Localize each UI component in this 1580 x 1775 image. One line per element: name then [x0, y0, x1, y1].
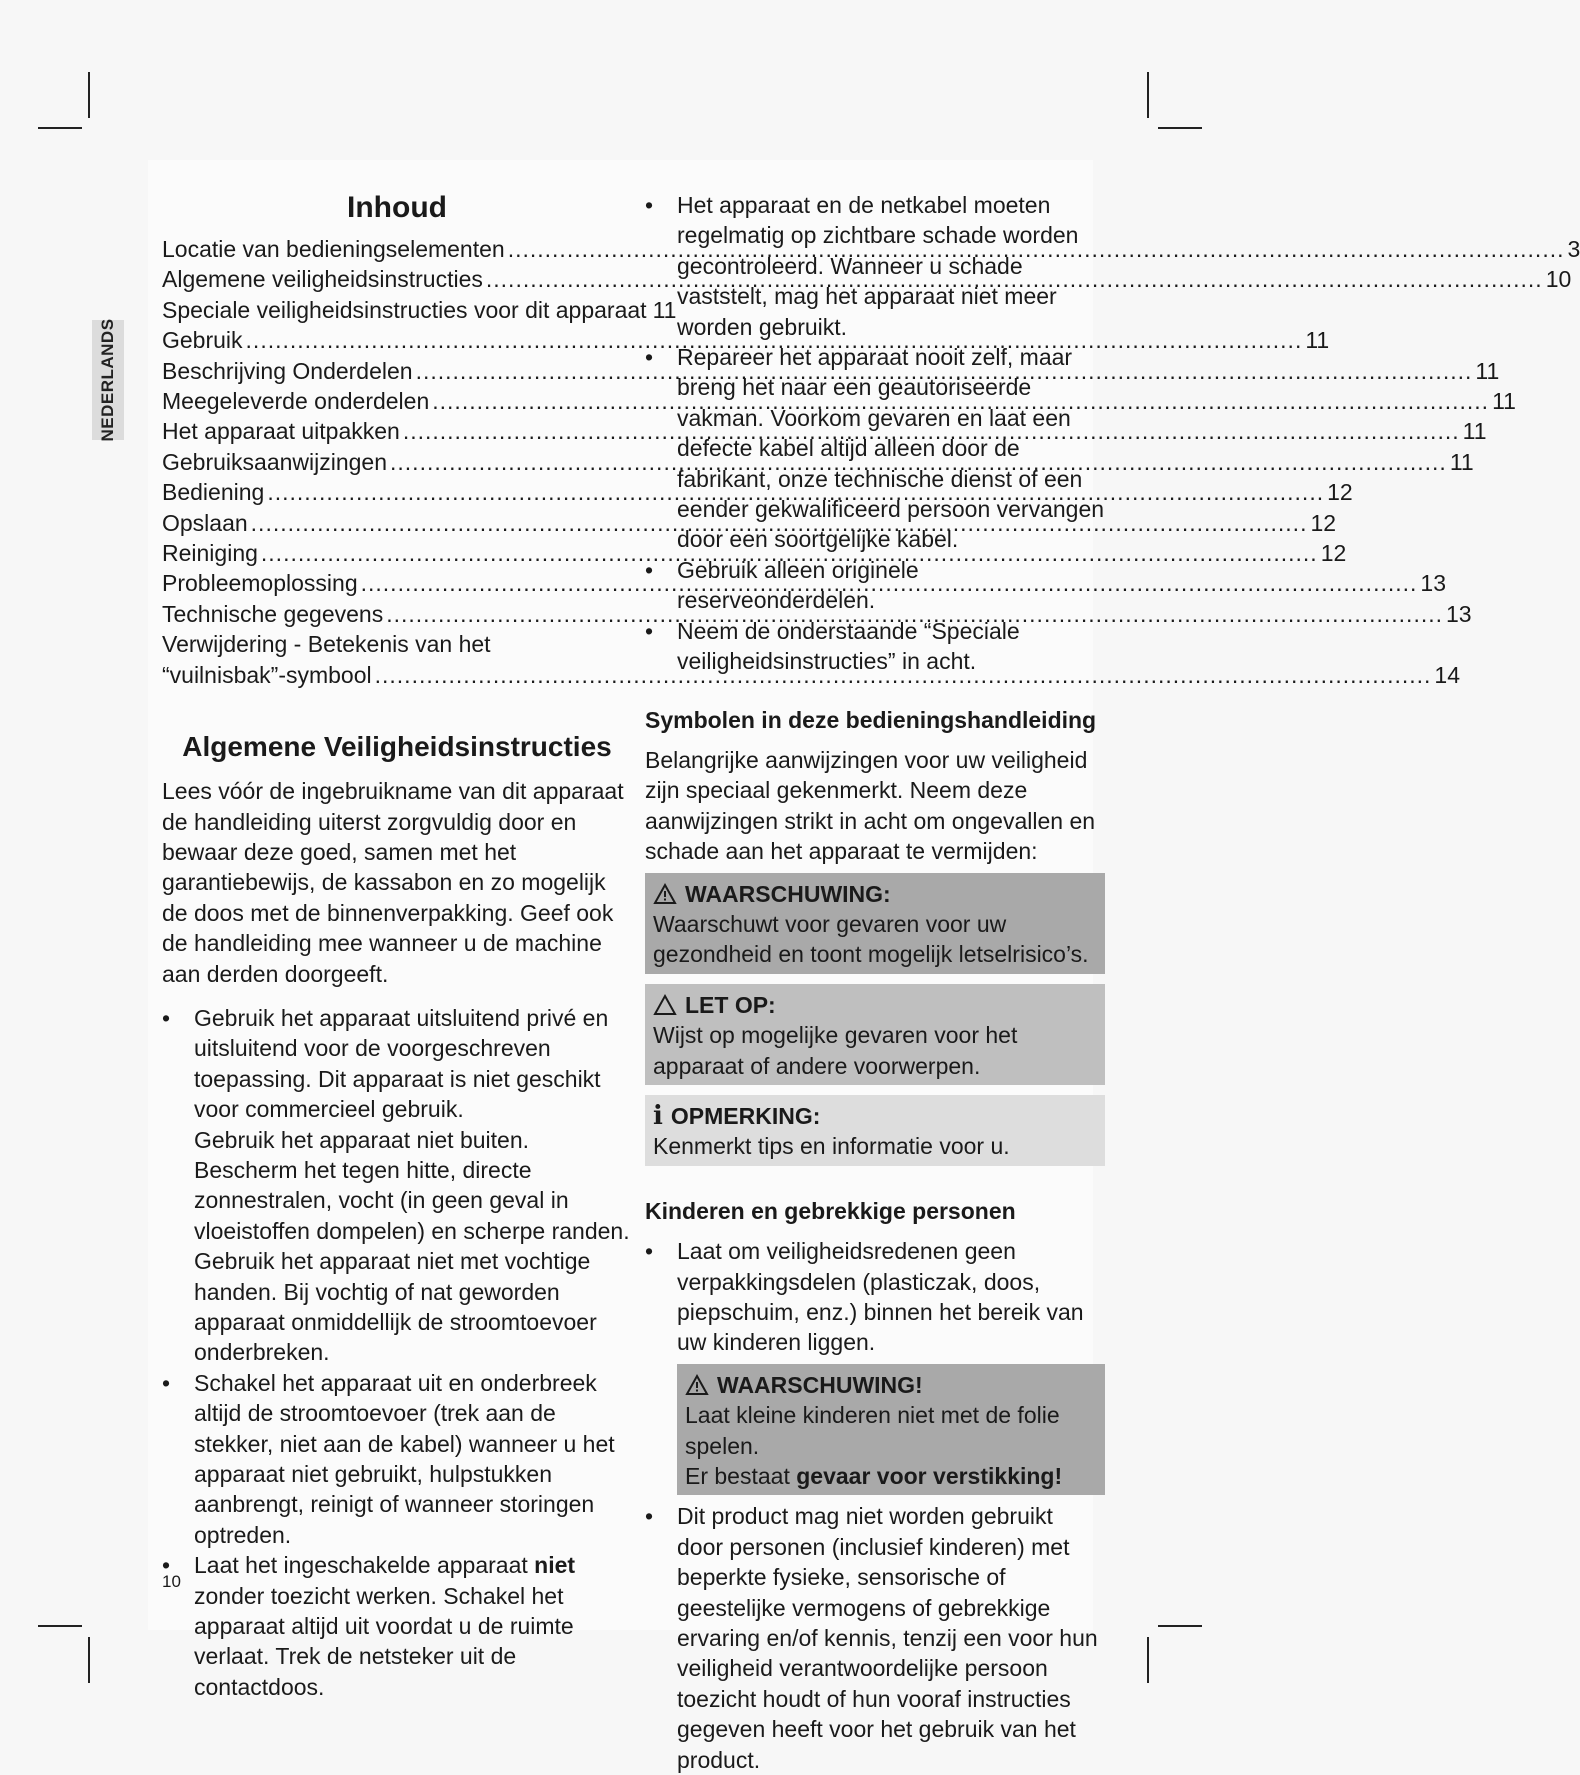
list-item [645, 555, 1105, 616]
list-item [162, 1368, 632, 1550]
warning-box [645, 873, 1105, 974]
list-item-text: Gebruik het apparaat uitsluitend privé en uitsluitend voor de voorgeschreven toepassing. Dit apparaat is niet geschikt voor commercieel gebruik. [194, 1003, 632, 1125]
language-tab [92, 320, 124, 440]
children-heading: Kinderen en gebrekkige personen [645, 1196, 1105, 1226]
bullet-icon: • [645, 190, 653, 220]
toc-entry-label: “vuilnisbak”-symbool [162, 660, 372, 690]
warning-title: WAARSCHUWING! [717, 1370, 923, 1400]
list-item-text: Het apparaat en de netkabel moeten regelmatig op zichtbare schade worden gecontroleerd. Wanneer u schade vaststelt, mag het apparaat niet meer worden gebruikt. [677, 190, 1105, 342]
toc-entry [162, 538, 632, 568]
list-item-text: Schakel het apparaat uit en onderbreek altijd de stroomtoevoer (trek aan de stekker, niet aan de kabel) wanneer u het apparaat niet gebruikt, hulpstukken aanbrengt, reinigt of wanneer storingen optreden. [194, 1368, 632, 1550]
list-item-text: Gebruik alleen originele reserveonderdelen. [677, 555, 1105, 616]
toc-entry-label: Reiniging [162, 538, 258, 568]
list-item-text [194, 1550, 632, 1702]
toc-entry-page: 14 [1434, 660, 1460, 690]
children-list [645, 1236, 1105, 1358]
caution-title: LET OP: [685, 990, 776, 1020]
crop-mark [1158, 127, 1202, 129]
list-item [162, 1003, 632, 1368]
toc-entry [162, 416, 632, 446]
toc-entry [162, 234, 632, 264]
toc-entry-label: Beschrijving Onderdelen [162, 356, 413, 386]
warning-triangle-icon [685, 1374, 709, 1396]
toc-entry-page: 11 [1475, 356, 1499, 386]
toc-list [162, 234, 632, 629]
list-item [162, 1550, 632, 1702]
toc-entry-page: 12 [1327, 477, 1353, 507]
toc-entry [162, 295, 632, 325]
toc-entry-page: 13 [1420, 568, 1446, 598]
toc-entry-label: Meegeleverde onderdelen [162, 386, 429, 416]
list-item [645, 190, 1105, 342]
list-item-text: Dit product mag niet worden gebruikt door personen (inclusief kinderen) met beperkte fysieke, sensorische of geestelijke vermogens of gebrekkige ervaring en/of kennis, tenzij een voor hun veiligheid verantwoordelijke persoon toezicht houdt of hun vooraf instructies gegeven heeft voor het gebruik van het product. [677, 1501, 1105, 1775]
toc-entry-page: 3 [1568, 234, 1580, 264]
bullet-icon: • [645, 342, 653, 372]
crop-mark [1147, 72, 1149, 118]
safety-list-continued [645, 190, 1105, 677]
toc-entry-label: Gebruiksaanwijzingen [162, 447, 387, 477]
note-box [645, 1095, 1105, 1166]
note-heading [653, 1101, 1097, 1131]
warning-triangle-icon [653, 883, 677, 905]
crop-mark [38, 1625, 82, 1627]
list-item [645, 1236, 1105, 1358]
warning-text [685, 1461, 1097, 1491]
toc-entry-label: Opslaan [162, 508, 248, 538]
crop-mark [38, 127, 82, 129]
page-number: 10 [162, 1572, 181, 1592]
toc-entry-label: Speciale veiligheidsinstructies voor dit apparaat [162, 295, 647, 325]
list-item [645, 342, 1105, 555]
left-column [162, 190, 632, 1702]
toc-entry-page: 12 [1321, 538, 1347, 568]
language-label: NEDERLANDS [98, 318, 118, 441]
list-item-text: Laat om veiligheidsredenen geen verpakkingsdelen (plasticzak, doos, piepschuim, enz.) binnen het bereik van uw kinderen liggen. [677, 1236, 1105, 1358]
toc-entry-label: Probleemoplossing [162, 568, 358, 598]
toc-entry [162, 356, 632, 386]
crop-mark [88, 72, 90, 118]
bullet-icon: • [645, 616, 653, 646]
safety-list [162, 1003, 632, 1702]
toc-entry [162, 508, 632, 538]
symbols-heading: Symbolen in deze bedieningshandleiding [645, 705, 1105, 735]
list-item [645, 1501, 1105, 1775]
toc-entry [162, 386, 632, 416]
right-column [645, 190, 1105, 1775]
toc-entry-label: Algemene veiligheidsinstructies [162, 264, 483, 294]
bullet-icon: • [645, 555, 653, 585]
list-item-text: Repareer het apparaat nooit zelf, maar breng het naar een geautoriseerde vakman. Voorkom gevaren en laat een defecte kabel altijd alleen door de fabrikant, onze technische dienst of een eender gekwalificeerd persoon vervangen door een soortgelijke kabel. [677, 342, 1105, 555]
bullet-icon: • [645, 1501, 653, 1531]
toc-entry [162, 599, 632, 629]
toc-entry-label: Verwijdering - Betekenis van het [162, 629, 632, 659]
bullet-icon: • [645, 1236, 653, 1266]
warning-title: WAARSCHUWING: [685, 879, 891, 909]
toc-entry-page: 11 [1492, 386, 1516, 416]
section-title: Algemene Veiligheidsinstructies [162, 730, 632, 764]
toc-entry [162, 264, 632, 294]
toc-entry-page: 11 [1463, 416, 1487, 446]
warning-heading [685, 1370, 1097, 1400]
toc-entry-page: 11 [653, 295, 677, 325]
symbols-intro: Belangrijke aanwijzingen voor uw veiligheid zijn speciaal gekenmerkt. Neem deze aanwijzingen strikt in acht om ongevallen en schade aan het apparaat te vermijden: [645, 745, 1105, 867]
toc-entry-page: 10 [1546, 264, 1572, 294]
warning-text: Laat kleine kinderen niet met de folie spelen. [685, 1400, 1097, 1461]
toc-entry-label: Bediening [162, 477, 264, 507]
warning-text: Waarschuwt voor gevaren voor uw gezondheid en toont mogelijk letselrisico’s. [653, 909, 1097, 970]
caution-heading [653, 990, 1097, 1020]
toc-entry [162, 660, 632, 690]
toc-entry-label: Het apparaat uitpakken [162, 416, 400, 446]
text-run: zonder toezicht werken. Schakel het apparaat altijd uit voordat u de ruimte verlaat. Trek de netsteker uit de contactdoos. [194, 1583, 574, 1700]
caution-box [645, 984, 1105, 1085]
toc-entry-page: 13 [1446, 599, 1472, 629]
toc-title: Inhoud [162, 190, 632, 226]
warning-heading [653, 879, 1097, 909]
toc-entry-page: 11 [1450, 447, 1474, 477]
toc-entry [162, 568, 632, 598]
toc-entry-label: Locatie van bedieningselementen [162, 234, 505, 264]
toc-entry [162, 477, 632, 507]
crop-mark [88, 1637, 90, 1683]
info-icon: i [653, 1101, 663, 1131]
children-list [645, 1501, 1105, 1775]
toc-entry [162, 447, 632, 477]
toc-entry-page: 11 [1305, 325, 1329, 355]
list-item-text: Gebruik het apparaat niet buiten. Bescherm het tegen hitte, directe zonnestralen, vocht (in geen geval in vloeistoffen dompelen) en scherpe randen. Gebruik het apparaat niet met vochtige handen. Bij vochtig of nat geworden apparaat onmiddellijk de stroomtoevoer onderbreken. [194, 1125, 632, 1368]
toc-entry-label: Gebruik [162, 325, 243, 355]
crop-mark [1158, 1625, 1202, 1627]
crop-mark [1147, 1637, 1149, 1683]
toc-entry-label: Technische gegevens [162, 599, 383, 629]
text-run: Laat het ingeschakelde apparaat [194, 1552, 534, 1578]
intro-paragraph: Lees vóór de ingebruikname van dit apparaat de handleiding uiterst zorgvuldig door en bewaar deze goed, samen met het garantiebewijs, de kassabon en zo mogelijk de doos met de binnenverpakking. Geef ook de handleiding mee wanneer u de machine aan derden doorgeeft. [162, 776, 632, 989]
caution-text: Wijst op mogelijke gevaren voor het apparaat of andere voorwerpen. [653, 1020, 1097, 1081]
emphasis-text: niet [534, 1552, 575, 1578]
bullet-icon: • [162, 1368, 170, 1398]
caution-triangle-icon [653, 994, 677, 1016]
text-run: Er bestaat [685, 1463, 796, 1489]
note-text: Kenmerkt tips en informatie voor u. [653, 1131, 1097, 1161]
emphasis-text: gevaar voor verstikking! [796, 1463, 1062, 1489]
toc-entry [162, 629, 632, 659]
note-title: OPMERKING: [671, 1101, 821, 1131]
toc-entry [162, 325, 632, 355]
bullet-icon: • [162, 1550, 170, 1580]
bullet-icon: • [162, 1003, 170, 1033]
list-item [645, 616, 1105, 677]
toc-entry-page: 12 [1310, 508, 1336, 538]
list-item-text: Neem de onderstaande “Speciale veiligheidsinstructies” in acht. [677, 616, 1105, 677]
suffocation-warning-box [677, 1364, 1105, 1496]
